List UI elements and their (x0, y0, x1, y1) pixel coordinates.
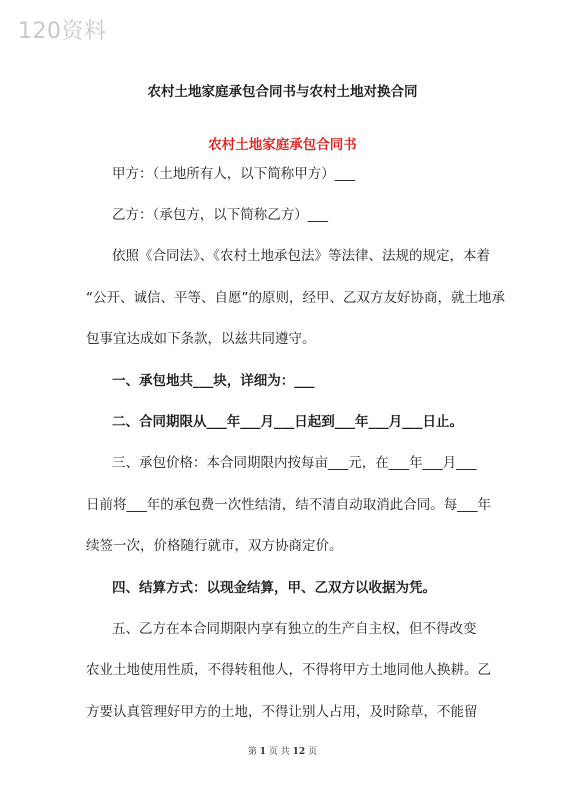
clause-3-line: 三、承包价格：本合同期限内按每亩___元，在___年___月___ (112, 455, 477, 471)
clause-4: 四、结算方式：以现金结算，甲、乙双方以收据为凭。 (112, 580, 436, 596)
paragraph-line: 包事宜达成如下条款，以兹共同遵守。 (86, 331, 316, 347)
clause-5-line: 五、乙方在本合同期限内享有独立的生产自主权，但不得改变 (112, 621, 477, 637)
page-footer (0, 744, 565, 757)
current-page-number: 1 (259, 747, 267, 757)
contract-subtitle: 农村土地家庭承包合同书 (208, 137, 357, 153)
paragraph-line: “公开、诚信、平等、自愿”的原则，经甲、乙双方友好协商，就土地承 (86, 290, 505, 306)
total-page-number: 12 (292, 747, 306, 757)
clause-3-line: 续签一次，价格随行就市，双方协商定价。 (86, 538, 343, 554)
watermark: 120资料 (18, 19, 107, 44)
document-title: 农村土地家庭承包合同书与农村土地对换合同 (147, 84, 418, 100)
clause-2: 二、合同期限从___年___月___日起到___年___月___日止。 (112, 414, 463, 430)
footer-prefix: 第 (247, 747, 257, 757)
clause-5-line: 农业土地使用性质，不得转租他人，不得将甲方土地同他人换耕。乙 (86, 662, 491, 678)
paragraph-line: 依照《合同法》、《农村土地承包法》等法律、法规的规定，本着 (112, 248, 490, 264)
footer-suffix: 页 (308, 747, 318, 757)
party-a-line: 甲方：（土地所有人，以下简称甲方）___ (112, 166, 355, 182)
clause-3-line: 日前将___年的承包费一次性结清，结不清自动取消此合同。每___年 (86, 497, 491, 513)
party-b-line: 乙方：（承包方，以下简称乙方）___ (112, 207, 328, 223)
footer-middle: 页 共 (268, 747, 290, 757)
clause-1: 一、承包地共___块，详细为：___ (112, 373, 315, 389)
clause-5-line: 方要认真管理好甲方的土地，不得让别人占用，及时除草，不能留 (86, 704, 478, 720)
